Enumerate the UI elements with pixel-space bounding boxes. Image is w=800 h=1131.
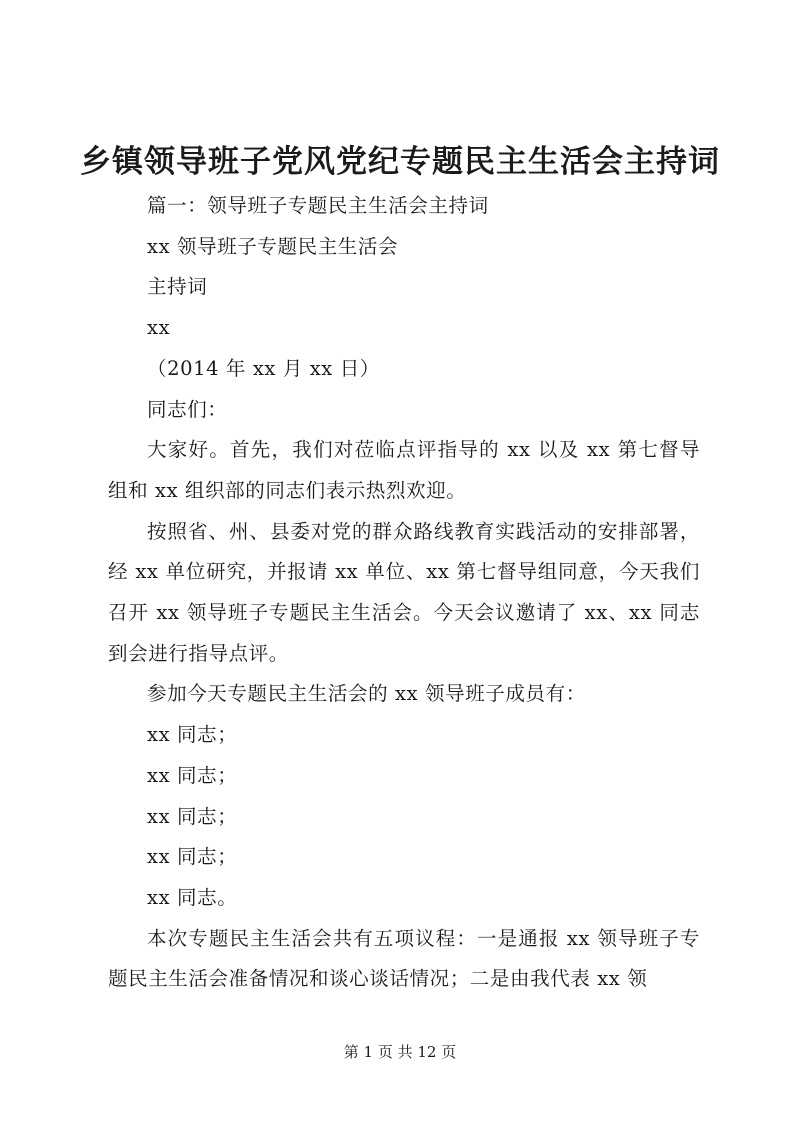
page-number-footer: 第 1 页 共 12 页 [343, 1043, 457, 1061]
paragraph-attendees-intro: 参加今天专题民主生活会的 xx 领导班子成员有： [147, 682, 586, 706]
paragraph-attendee: xx 同志； [147, 723, 238, 747]
paragraph-date: （2014 年 xx 月 xx 日） [147, 356, 380, 380]
paragraph-agenda: 本次专题民主生活会共有五项议程：一是通报 xx 领导班子专题民主生活会准备情况和谈心谈话情况；二是由我代表 xx 领 [108, 926, 700, 991]
paragraph-attendee: xx 同志； [147, 845, 238, 869]
document-body [108, 186, 700, 1000]
paragraph-greeting: 同志们： [147, 397, 228, 421]
paragraph-heading: 篇一：领导班子专题民主生活会主持词 [147, 194, 489, 217]
paragraph-author: xx [147, 316, 171, 340]
paragraph-attendee: xx 同志； [147, 804, 238, 828]
paragraph-attendee: xx 同志。 [147, 885, 238, 909]
paragraph-label: 主持词 [147, 275, 208, 299]
document-title: 乡镇领导班子党风党纪专题民主生活会主持词 [80, 144, 720, 180]
paragraph-background: 按照省、州、县委对党的群众路线教育实践活动的安排部署，经 xx 单位研究，并报请 xx 单位、xx 第七督导组同意，今天我们召开 xx 领导班子专题民主生活会。今天会议邀请了 xx、xx 同志到会进行指导点评。 [108, 519, 700, 665]
paragraph-attendee: xx 同志； [147, 763, 238, 787]
paragraph-subtitle: xx 领导班子专题民主生活会 [147, 234, 399, 258]
paragraph-welcome: 大家好。首先，我们对莅临点评指导的 xx 以及 xx 第七督导组和 xx 组织部的同志们表示热烈欢迎。 [108, 438, 700, 502]
